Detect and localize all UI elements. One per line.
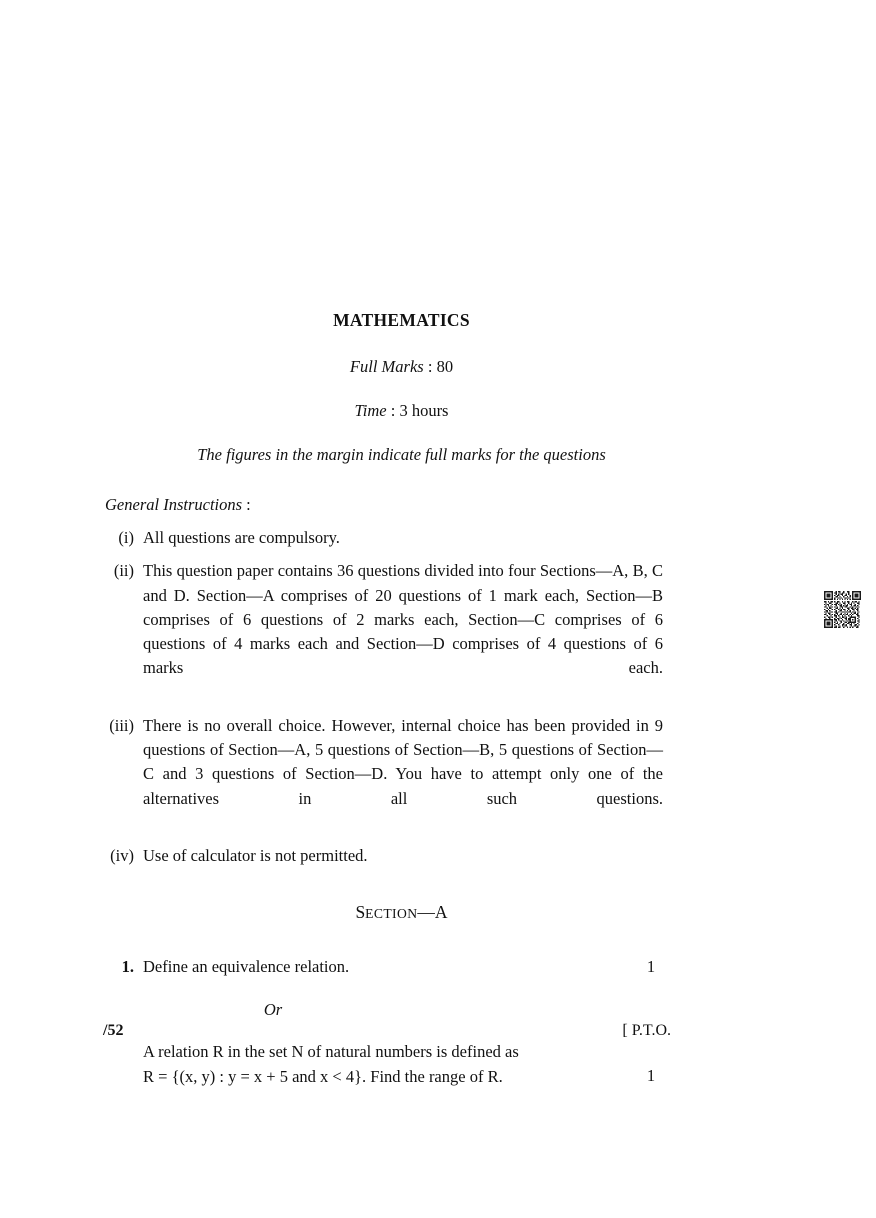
footer-turn-over: [ P.T.O. [622,1022,671,1039]
time-label: Time [354,401,387,420]
full-marks-value: 80 [436,357,454,376]
full-marks-line [103,357,663,377]
footer-page-code: /52 [103,1022,124,1039]
question-1 [103,955,663,1089]
instruction-text: Use of calculator is not permitted. [143,846,368,865]
instruction-marker: (ii) [113,561,134,581]
section-heading-initial: S [355,902,366,923]
instruction-item [103,714,663,835]
instruction-item [103,559,663,705]
general-instructions-separator: : [242,495,251,514]
full-marks-label: Full Marks [349,357,424,376]
instruction-marker: (iv) [110,846,134,865]
question-1-prompt-line [103,955,663,980]
instruction-item [103,844,663,868]
qr-code-icon [823,591,862,628]
time-value: 3 hours [399,401,449,420]
instruction-marker: (i) [118,528,134,547]
section-heading-smallcaps: ECTION [365,906,418,922]
question-1-alt-line1: A relation R in the set N of natural numbers is defined as [143,1042,519,1061]
instruction-item [103,526,663,550]
section-heading [103,902,663,923]
question-1-prompt: Define an equivalence relation. [143,957,350,977]
question-1-marks: 1 [646,957,656,977]
page-title: MATHEMATICS [333,310,470,330]
full-marks-separator: : [423,357,437,376]
question-1-or-label: Or [263,1000,283,1019]
instruction-text: All questions are compulsory. [143,528,340,547]
content-column [103,0,663,1090]
question-1-alt-marks: 1 [646,1065,656,1085]
section-heading-suffix: —A [417,902,448,923]
time-separator: : [386,401,400,420]
time-line [103,401,663,421]
general-instructions-label: General Instructions [105,495,243,514]
instruction-marker: (iii) [109,715,134,735]
question-1-alt-line2: R = {(x, y) : y = x + 5 and x < 4}. Find the range of R. [143,1066,503,1086]
general-instructions-list [103,526,663,868]
question-1-number: 1. [121,957,134,977]
instruction-text: This question paper contains 36 questions divided into four Sections—A, B, C and D. Section—A comprises of 20 questions of 1 mark each, Section—B comprises of 6 questions of 2 marks each, Section—C comprises of 6 questions of 4 marks each and Section—D comprises of 4 questions of 6 marks each. [143,561,663,678]
top-margin-spacer [103,0,663,310]
instruction-text: There is no overall choice. However, internal choice has been provided in 9 questions of Section—A, 5 questions of Section—B, 5 questions of Section—C and 3 questions of Section—D. You have to attempt only one of the alternatives in all such questions. [143,715,663,808]
margin-note: The figures in the margin indicate full marks for the questions [197,445,606,464]
general-instructions-heading [103,495,663,515]
question-1-alternative [103,1040,663,1090]
